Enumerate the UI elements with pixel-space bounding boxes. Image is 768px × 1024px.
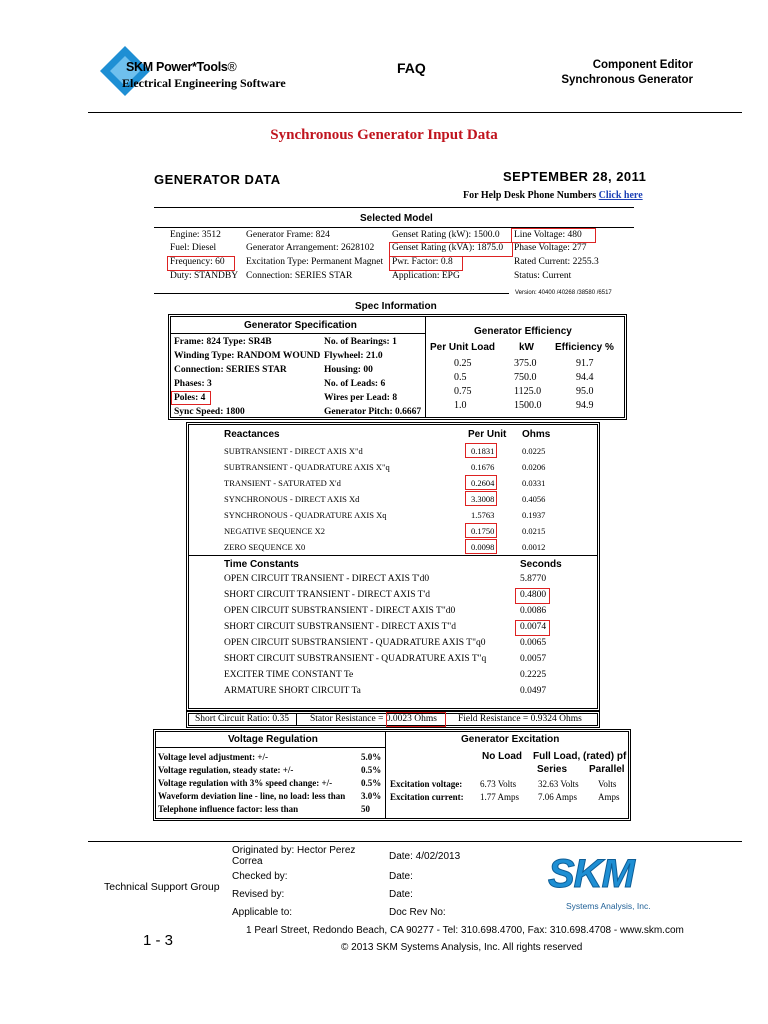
reactance-ohms: 0.0225 — [522, 446, 546, 456]
reactance-per-unit: 0.1750 — [471, 526, 495, 536]
gen-spec-left-item: Phases: 3 — [174, 379, 212, 389]
voltage-regulation-value: 0.5% — [361, 765, 382, 775]
stator-highlight — [386, 712, 446, 727]
gen-spec-right-item: Wires per Lead: 8 — [324, 393, 398, 403]
selected-model-cell: Engine: 3512 — [170, 230, 221, 240]
time-constant-label: EXCITER TIME CONSTANT Te — [224, 670, 354, 680]
reactance-ohms: 0.1937 — [522, 510, 546, 520]
selected-model-title: Selected Model — [360, 213, 433, 224]
excitation-series-header: Series — [537, 764, 568, 775]
excitation-cell: Volts — [598, 779, 617, 789]
short-circuit-ratio: Short Circuit Ratio: 0.35 — [195, 714, 289, 724]
reactance-highlight — [465, 475, 497, 490]
excitation-cell: Excitation voltage: — [390, 779, 463, 789]
footer-date: Date: 4/02/2013 — [389, 851, 461, 862]
sheet-heading: GENERATOR DATA — [154, 172, 281, 187]
help-desk-link[interactable]: Click here — [598, 190, 643, 201]
reactances-title: Reactances — [224, 429, 280, 440]
eff-header-load: Per Unit Load — [430, 342, 496, 353]
gen-eff-title: Generator Efficiency — [474, 326, 572, 337]
selected-model-cell: Generator Arrangement: 2628102 — [246, 243, 375, 253]
time-constant-value: 0.0057 — [520, 654, 547, 664]
reactance-label: SUBTRANSIENT - DIRECT AXIS X"d — [224, 446, 363, 456]
selected-model-cell: Line Voltage: 480 — [514, 230, 582, 240]
regulation-divider — [385, 732, 386, 818]
excitation-cell: Excitation current: — [390, 792, 464, 802]
frequency-highlight — [167, 256, 235, 271]
footer-address: 1 Pearl Street, Redondo Beach, CA 90277 - Tel: 310.698.4700, Fax: 310.698.4708 - www.skm.com — [246, 925, 684, 936]
time-constant-value: 0.0497 — [520, 686, 547, 696]
reactance-ohms: 0.4056 — [522, 494, 546, 504]
sheet-top-rule — [154, 207, 634, 208]
time-constants-title: Time Constants — [224, 559, 299, 570]
eff-load: 0.25 — [454, 358, 472, 369]
time-constant-value: 0.0086 — [520, 606, 547, 616]
selected-model-cell: Status: Current — [514, 271, 572, 281]
reactance-highlight — [465, 443, 497, 458]
footer-checked-date: Date: — [389, 871, 413, 882]
time-constant-label: ARMATURE SHORT CIRCUIT Ta — [224, 686, 361, 696]
time-constant-value: 0.2225 — [520, 670, 547, 680]
voltage-regulation-title: Voltage Regulation — [228, 734, 318, 745]
reactance-label: SYNCHRONOUS - DIRECT AXIS Xd — [224, 494, 360, 504]
time-constant-label: OPEN CIRCUIT TRANSIENT - DIRECT AXIS T'd0 — [224, 574, 430, 584]
help-desk-line: For Help Desk Phone Numbers Click here — [463, 190, 643, 201]
header-rule — [88, 112, 742, 113]
time-constant-label: OPEN CIRCUIT SUBSTRANSIENT - DIRECT AXIS T"d0 — [224, 606, 456, 616]
voltage-regulation-label: Voltage level adjustment: +/- — [158, 752, 269, 762]
eff-kw: 1500.0 — [514, 400, 542, 411]
reactance-per-unit: 0.1676 — [471, 462, 495, 472]
reactance-label: ZERO SEQUENCE X0 — [224, 542, 306, 552]
tc-highlight-2 — [515, 620, 550, 636]
excitation-fullload-header: Full Load, (rated) pf — [533, 751, 627, 762]
reactances-ohms-header: Ohms — [522, 429, 551, 440]
selected-model-cell: Application: EPG — [392, 271, 460, 281]
gen-spec-left-item: Frame: 824 Type: SR4B — [174, 337, 272, 347]
time-constant-value: 0.0065 — [520, 638, 547, 648]
eff-percent: 94.9 — [576, 400, 594, 411]
eff-kw: 375.0 — [514, 358, 537, 369]
eff-load: 1.0 — [454, 400, 467, 411]
gen-spec-rule — [171, 333, 425, 334]
gen-spec-left-item: Connection: SERIES STAR — [174, 365, 287, 375]
reactance-label: SYNCHRONOUS - QUADRATURE AXIS Xq — [224, 510, 387, 520]
footer-copyright: © 2013 SKM Systems Analysis, Inc. All rights reserved — [341, 942, 583, 953]
eff-percent: 95.0 — [576, 386, 594, 397]
logo-subtitle: Electrical Engineering Software — [122, 76, 286, 90]
selected-model-cell: Phase Voltage: 277 — [514, 243, 587, 253]
selected-model-cell: Pwr. Factor: 0.8 — [392, 257, 453, 267]
gen-spec-left-item: Poles: 4 — [174, 393, 206, 403]
reactance-per-unit: 0.0098 — [471, 542, 495, 552]
voltage-regulation-value: 5.0% — [361, 752, 382, 762]
reactances-pu-header: Per Unit — [468, 429, 507, 440]
eff-percent: 94.4 — [576, 372, 594, 383]
selected-model-cell: Connection: SERIES STAR — [246, 271, 353, 281]
selected-model-cell: Duty: STANDBY — [170, 271, 239, 281]
voltage-regulation-value: 50 — [361, 804, 370, 814]
reactance-highlight — [465, 491, 497, 506]
tc-highlight-1 — [515, 588, 550, 604]
selected-model-cell: Fuel: Diesel — [170, 243, 217, 253]
time-constant-value: 5.8770 — [520, 574, 547, 584]
stator-resistance: Stator Resistance = 0.0023 Ohms — [310, 714, 437, 724]
gen-spec-right-item: Flywheel: 21.0 — [324, 351, 383, 361]
reactance-label: TRANSIENT - SATURATED X'd — [224, 478, 341, 488]
eff-kw: 1125.0 — [514, 386, 542, 397]
header-component-editor: Component Editor — [592, 59, 693, 71]
sheet-date: SEPTEMBER 28, 2011 — [503, 169, 647, 184]
footer-applicable: Applicable to: — [232, 907, 293, 918]
footer-skm-subtitle: Systems Analysis, Inc. — [566, 901, 651, 911]
time-constant-value: 0.4800 — [520, 590, 547, 600]
selected-model-cell: Rated Current: 2255.3 — [514, 257, 599, 267]
footer-doc-rev: Doc Rev No: — [389, 907, 446, 918]
footer-revised-date: Date: — [389, 889, 413, 900]
eff-load: 0.5 — [454, 372, 467, 383]
selected-model-cell: Generator Frame: 824 — [246, 230, 330, 240]
time-constant-label: SHORT CIRCUIT TRANSIENT - DIRECT AXIS T'd — [224, 590, 430, 600]
footer-revised: Revised by: — [232, 889, 285, 900]
gen-spec-left-item: Winding Type: RANDOM WOUND — [174, 351, 321, 361]
gen-spec-left-item: Sync Speed: 1800 — [174, 407, 245, 417]
excitation-cell: Amps — [598, 792, 620, 802]
logo-brand: SKM Power*Tools® — [126, 60, 237, 74]
footer-rule — [88, 841, 742, 842]
eff-percent: 91.7 — [576, 358, 594, 369]
excitation-cell: 32.63 Volts — [538, 779, 579, 789]
eff-load: 0.75 — [454, 386, 472, 397]
time-constant-label: SHORT CIRCUIT SUBSTRANSIENT - QUADRATURE AXIS T"q — [224, 654, 487, 664]
voltage-regulation-rule — [156, 747, 385, 748]
excitation-noload-header: No Load — [482, 751, 522, 762]
excitation-cell: 1.77 Amps — [480, 792, 520, 802]
ratio-divider-1 — [296, 714, 297, 725]
reactance-label: NEGATIVE SEQUENCE X2 — [224, 526, 326, 536]
eff-header-kw: kW — [519, 342, 534, 353]
reactance-ohms: 0.0206 — [522, 462, 546, 472]
footer-page-number: 1 - 3 — [143, 932, 174, 949]
reactance-per-unit: 0.2604 — [471, 478, 495, 488]
footer-skm-logo: SKM — [548, 852, 634, 896]
excitation-cell: 7.06 Amps — [538, 792, 578, 802]
time-constants-seconds-header: Seconds — [520, 559, 562, 570]
footer-group: Technical Support Group — [104, 881, 220, 893]
selected-model-cell: Frequency: 60 — [170, 257, 225, 267]
page-title: Synchronous Generator Input Data — [270, 127, 498, 143]
reactance-time-divider — [189, 555, 597, 556]
genset-kva-highlight — [389, 242, 513, 257]
voltage-regulation-value: 0.5% — [361, 778, 382, 788]
selected-model-cell: Genset Rating (kW): 1500.0 — [392, 230, 500, 240]
field-resistance: Field Resistance = 0.9324 Ohms — [458, 714, 582, 724]
gen-spec-right-item: No. of Bearings: 1 — [324, 337, 397, 347]
reactance-per-unit: 3.3008 — [471, 494, 495, 504]
eff-header-efficiency: Efficiency % — [555, 342, 614, 353]
gen-spec-right-item: Generator Pitch: 0.6667 — [324, 407, 422, 417]
spec-divider — [425, 317, 426, 417]
power-factor-highlight — [389, 256, 463, 271]
reactance-ohms: 0.0331 — [522, 478, 546, 488]
reactance-per-unit: 1.5763 — [471, 510, 495, 520]
time-constant-label: OPEN CIRCUIT SUBSTRANSIENT - QUADRATURE AXIS T"q0 — [224, 638, 486, 648]
footer-checked: Checked by: — [232, 871, 288, 882]
version-text: Version: 40400 /40268 /38580 /6517 — [515, 290, 612, 296]
line-voltage-highlight — [511, 228, 596, 243]
time-constant-value: 0.0074 — [520, 622, 547, 632]
reactance-highlight — [465, 539, 497, 554]
gen-spec-title: Generator Specification — [244, 320, 357, 331]
reactance-label: SUBTRANSIENT - QUADRATURE AXIS X"q — [224, 462, 390, 472]
footer-originated-cont: Correa — [232, 856, 263, 867]
voltage-regulation-label: Waveform deviation line - line, no load: less than — [158, 791, 346, 801]
spec-info-title: Spec Information — [355, 301, 437, 312]
excitation-parallel-header: Parallel — [589, 764, 625, 775]
excitation-cell: 6.73 Volts — [480, 779, 517, 789]
poles-highlight — [171, 391, 211, 405]
header-faq: FAQ — [397, 60, 426, 76]
gen-spec-right-item: Housing: 00 — [324, 365, 373, 375]
voltage-regulation-label: Voltage regulation, steady state: +/- — [158, 765, 294, 775]
selected-model-cell: Genset Rating (kVA): 1875.0 — [392, 243, 504, 253]
voltage-regulation-label: Voltage regulation with 3% speed change: +/- — [158, 778, 333, 788]
voltage-regulation-value: 3.0% — [361, 791, 382, 801]
footer-originated: Originated by: Hector Perez — [232, 845, 356, 856]
reactance-per-unit: 0.1831 — [471, 446, 495, 456]
reactance-highlight — [465, 523, 497, 538]
time-constant-label: SHORT CIRCUIT SUBSTRANSIENT - DIRECT AXIS T"d — [224, 622, 457, 632]
excitation-title: Generator Excitation — [461, 734, 560, 745]
gen-spec-right-item: No. of Leads: 6 — [324, 379, 386, 389]
reactance-ohms: 0.0215 — [522, 526, 546, 536]
eff-kw: 750.0 — [514, 372, 537, 383]
voltage-regulation-label: Telephone influence factor: less than — [158, 804, 299, 814]
header-synchronous-generator: Synchronous Generator — [561, 74, 693, 86]
selected-model-cell: Excitation Type: Permanent Magnet — [246, 257, 384, 267]
reactance-ohms: 0.0012 — [522, 542, 546, 552]
version-rule — [154, 293, 509, 294]
